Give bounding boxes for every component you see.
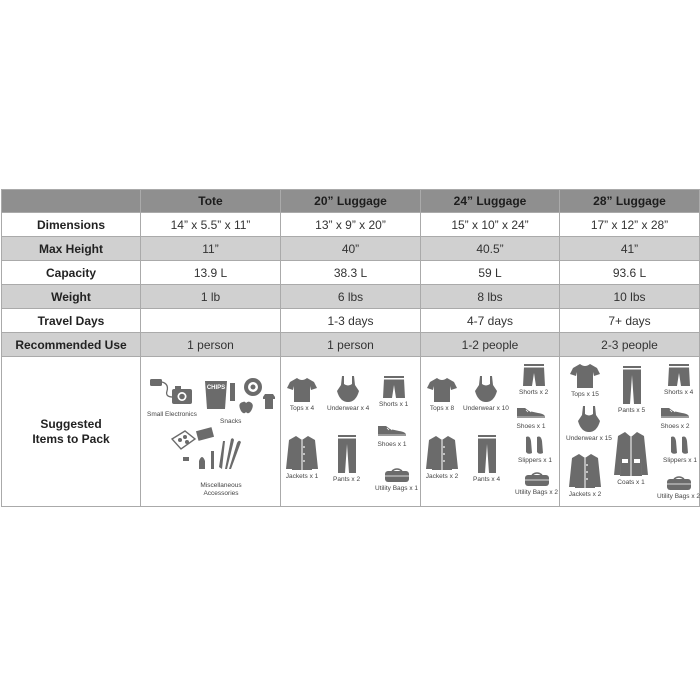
chips-text: CHIPS — [206, 385, 226, 391]
top-shirt-icon — [570, 363, 600, 389]
table-cell: 38.3 L — [281, 261, 421, 285]
shoes-item — [377, 423, 407, 449]
table-cell: 1 person — [141, 333, 281, 357]
misc-label-line2: Accessories — [203, 490, 239, 497]
row-dimensions — [2, 213, 700, 237]
tops-item — [427, 377, 457, 413]
table-cell: 1 person — [281, 333, 421, 357]
underwear-icon — [336, 375, 360, 403]
shoes-item — [660, 405, 690, 431]
table-cell: 17” x 12” x 28” — [560, 213, 700, 237]
row-label — [2, 357, 141, 507]
slippers-icon — [668, 435, 692, 455]
item-caption: Pants x 5 — [618, 407, 646, 414]
misc-accessories-label — [191, 482, 251, 498]
shorts-item — [379, 375, 408, 409]
utility-bag-icon — [384, 467, 410, 483]
row-label: Travel Days — [2, 309, 141, 333]
item-caption: Jackets x 1 — [285, 473, 319, 480]
table-cell: 41” — [560, 237, 700, 261]
luggage-24-items-cell — [421, 357, 560, 507]
table-cell: 7+ days — [560, 309, 700, 333]
row-label: Capacity — [2, 261, 141, 285]
luggage-20-items-cell — [281, 357, 421, 507]
row-recommended-use — [2, 333, 700, 357]
item-caption: Utility Bags x 2 — [657, 493, 700, 500]
row-capacity — [2, 261, 700, 285]
jackets-item — [285, 435, 319, 481]
item-caption: Jackets x 2 — [425, 473, 459, 480]
slippers-item — [663, 435, 697, 465]
header-row — [2, 190, 700, 213]
item-caption: Utility Bags x 1 — [375, 485, 418, 492]
utility-bags-item — [375, 467, 418, 493]
jacket-icon — [425, 435, 459, 471]
item-caption: Shoes x 2 — [660, 423, 690, 430]
shoe-icon — [660, 405, 690, 419]
jackets-item — [568, 453, 602, 499]
tops-item — [570, 363, 600, 399]
row-travel-days — [2, 309, 700, 333]
item-caption: Slippers x 1 — [518, 457, 552, 464]
small-electronics-icon — [149, 375, 197, 411]
comparison-table — [1, 189, 700, 507]
header-corner — [2, 190, 141, 213]
row-suggested-items — [2, 357, 700, 507]
item-caption: Shorts x 4 — [664, 389, 694, 396]
small-electronics-label: Small Electronics — [147, 411, 197, 418]
item-caption: Coats x 1 — [617, 479, 645, 486]
item-caption: Tops x 15 — [571, 391, 599, 398]
pants-icon — [337, 434, 357, 474]
snacks-label: Snacks — [220, 418, 242, 425]
table-cell: 93.6 L — [560, 261, 700, 285]
table-cell: 4-7 days — [421, 309, 560, 333]
table-cell: 2-3 people — [560, 333, 700, 357]
shorts-item — [519, 363, 548, 397]
column-header-20-luggage: 20” Luggage — [281, 190, 421, 213]
snacks-icon — [203, 377, 277, 421]
item-caption: Tops x 4 — [289, 405, 315, 412]
shorts-item — [664, 363, 693, 397]
item-caption: Shorts x 1 — [379, 401, 409, 408]
item-caption: Underwear x 4 — [327, 405, 370, 412]
table-cell: 40” — [281, 237, 421, 261]
column-header-tote: Tote — [141, 190, 281, 213]
item-caption: Utility Bags x 2 — [515, 489, 558, 496]
item-caption: Pants x 4 — [473, 476, 501, 483]
slippers-icon — [523, 435, 547, 455]
table-cell — [141, 309, 281, 333]
column-header-28-luggage: 28” Luggage — [560, 190, 700, 213]
jackets-item — [425, 435, 459, 481]
item-caption: Tops x 8 — [429, 405, 455, 412]
pants-item — [473, 434, 500, 484]
top-shirt-icon — [287, 377, 317, 403]
jacket-icon — [568, 453, 602, 489]
shorts-icon — [668, 363, 690, 387]
table-cell: 40.5” — [421, 237, 560, 261]
utility-bags-item — [515, 471, 558, 497]
utility-bag-icon — [524, 471, 550, 487]
item-caption: Pants x 2 — [333, 476, 361, 483]
pants-item — [618, 365, 645, 415]
table-cell: 1 lb — [141, 285, 281, 309]
table-cell: 1-2 people — [421, 333, 560, 357]
table-cell: 8 lbs — [421, 285, 560, 309]
shoes-item — [516, 405, 546, 431]
underwear-item — [327, 375, 369, 413]
column-header-24-luggage: 24” Luggage — [421, 190, 560, 213]
table-cell: 13.9 L — [141, 261, 281, 285]
underwear-icon — [474, 375, 498, 403]
row-label: Weight — [2, 285, 141, 309]
table-cell: 10 lbs — [560, 285, 700, 309]
shorts-icon — [523, 363, 545, 387]
item-caption: Underwear x 15 — [566, 435, 612, 442]
underwear-item — [566, 405, 612, 443]
table-cell: 13” x 9” x 20” — [281, 213, 421, 237]
item-caption: Shorts x 2 — [519, 389, 549, 396]
pants-icon — [622, 365, 642, 405]
shorts-icon — [383, 375, 405, 399]
tops-item — [287, 377, 317, 413]
item-caption: Slippers x 1 — [663, 457, 697, 464]
underwear-item — [463, 375, 509, 413]
luggage-28-items-cell — [560, 357, 700, 507]
table-cell: 6 lbs — [281, 285, 421, 309]
shoe-icon — [516, 405, 546, 419]
row-label: Max Height — [2, 237, 141, 261]
coat-icon — [613, 431, 649, 477]
pants-icon — [477, 434, 497, 474]
slippers-item — [518, 435, 552, 465]
underwear-icon — [577, 405, 601, 433]
shoe-icon — [377, 423, 407, 437]
item-caption: Jackets x 2 — [568, 491, 602, 498]
item-caption: Underwear x 10 — [463, 405, 509, 412]
pack-label-line2: Items to Pack — [32, 431, 110, 446]
tote-items-cell — [141, 357, 281, 507]
row-weight — [2, 285, 700, 309]
jacket-icon — [285, 435, 319, 471]
table-cell: 59 L — [421, 261, 560, 285]
item-caption: Shoes x 1 — [516, 423, 546, 430]
table-cell: 14” x 5.5” x 11” — [141, 213, 281, 237]
table-cell: 1-3 days — [281, 309, 421, 333]
misc-label-line1: Miscellaneous — [200, 482, 242, 489]
row-label: Recommended Use — [2, 333, 141, 357]
table-cell: 11” — [141, 237, 281, 261]
row-label: Dimensions — [2, 213, 141, 237]
utility-bag-icon — [666, 475, 692, 491]
miscellaneous-accessories-icon — [171, 427, 245, 477]
utility-bags-item — [657, 475, 700, 501]
pants-item — [333, 434, 360, 484]
coats-item — [613, 431, 649, 487]
item-caption: Shoes x 1 — [377, 441, 407, 448]
table-cell: 15” x 10” x 24” — [421, 213, 560, 237]
pack-label-line1: Suggested — [40, 416, 102, 431]
row-max-height — [2, 237, 700, 261]
top-shirt-icon — [427, 377, 457, 403]
